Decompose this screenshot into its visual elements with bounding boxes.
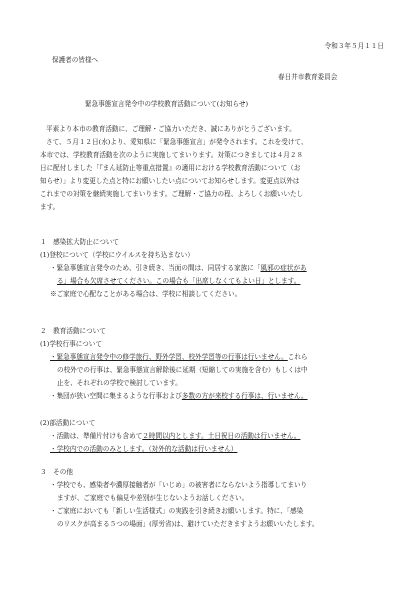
bullet-text: ますが、ご家庭でも偏見や差別が生じないようお話しください。 — [57, 494, 249, 502]
sender: 春日井市教育委員会 — [278, 73, 338, 81]
intro-line: これまでの対策を継続実施してまいります。ご理解・ご協力の程、よろしくお願いいたし — [40, 190, 304, 198]
section-1-subheading: (1)登校について（学校にウイルスを持ち込まない） — [40, 251, 194, 259]
bullet-text: ・集団が狭い空間に集まるような行事および — [50, 392, 182, 400]
intro-line: さて、５月１２日(水)より、愛知県に「緊急事態宣言」が発令されます。これを受けて、 — [46, 138, 308, 146]
section-2-subheading: (1)学校行事について — [40, 340, 102, 348]
section-2-bullet — [50, 352, 308, 362]
section-2-heading: ２ 教育活動について — [40, 327, 106, 335]
section-2-bullet — [50, 391, 308, 401]
intro-line: 本市では、学校教育活動を次のように実施してまいります。対策につきましては４月２８ — [40, 151, 304, 159]
section-3-heading: ３ その他 — [40, 468, 73, 476]
section-2-bullet — [50, 431, 300, 441]
intro-line: ます。 — [40, 203, 60, 211]
document-title: 緊急事態宣言発令中の学校教育活動について(お知らせ) — [85, 100, 249, 108]
intro-line: 日に配付しました「『まん延防止等重点措置』の適用における学校教育活動について（お — [40, 164, 301, 172]
bullet-underlined: る」場合も欠席させてください。この場合も「出席しなくてもよい日」とします。 — [57, 277, 301, 285]
bullet-underlined: ・緊急事態宣言発令中の修学旅行、野外学習、校外学習等の行事は行いません。 — [50, 353, 288, 361]
section-1-heading: １ 感染拡大防止について — [40, 238, 119, 246]
bullet-text: ・緊急事態宣言発令のため、引き続き、当面の間は、同居する家族に「 — [50, 264, 261, 272]
intro-line: 平素より本市の教育活動に、ご理解・ご協力いただき、誠にありがとうございます。 — [46, 125, 296, 133]
bullet-text: のリスクが高まる５つの場面」(厚労省)は、避けていただきますようお願いいたします。 — [57, 520, 319, 528]
section-1-bullet — [50, 263, 307, 273]
intro-line: 知らせ）」より変更した点と特にお願いしたい点についてお知らせします。変更点以外は — [40, 177, 300, 185]
issue-date: 令和３年５月１１日 — [324, 42, 384, 50]
bullet-underlined: 風邪の症状があ — [260, 264, 307, 272]
bullet-text: の校外での行事は、緊急事態宣言解除後に延期（短縮しての実施を含む）もしくは中 — [57, 366, 308, 374]
bullet-text: これら — [287, 353, 308, 361]
bullet-text: 止を、それぞれの学校で検討しています。 — [57, 379, 182, 387]
bullet-text: ・活動は、準備片付けも含めて — [50, 432, 143, 440]
section-3-bullet: ・ご家庭においても「新しい生活様式」の実践を引き続きお願いします。特に、「感染 — [50, 507, 304, 515]
bullet-underlined: ・学校内での活動のみとします。（対外的な活動は行いません） — [50, 445, 238, 453]
section-2-subheading: (2)部活動について — [40, 419, 96, 427]
bullet-underlined: 多数の方が来校する行事は、行いません。 — [181, 392, 308, 400]
section-1-note: ※ご家庭で心配なことがある場合は、学校に相談してください。 — [50, 290, 242, 298]
bullet-underlined: ２時間以内とします。土日祝日の活動は行いません。 — [142, 432, 301, 440]
section-3-bullet: ・学校でも、感染者や濃厚接触者が「いじめ」の被害者にならないよう指導してまいり — [50, 481, 308, 489]
recipient: 保護者の皆様へ — [52, 56, 99, 64]
